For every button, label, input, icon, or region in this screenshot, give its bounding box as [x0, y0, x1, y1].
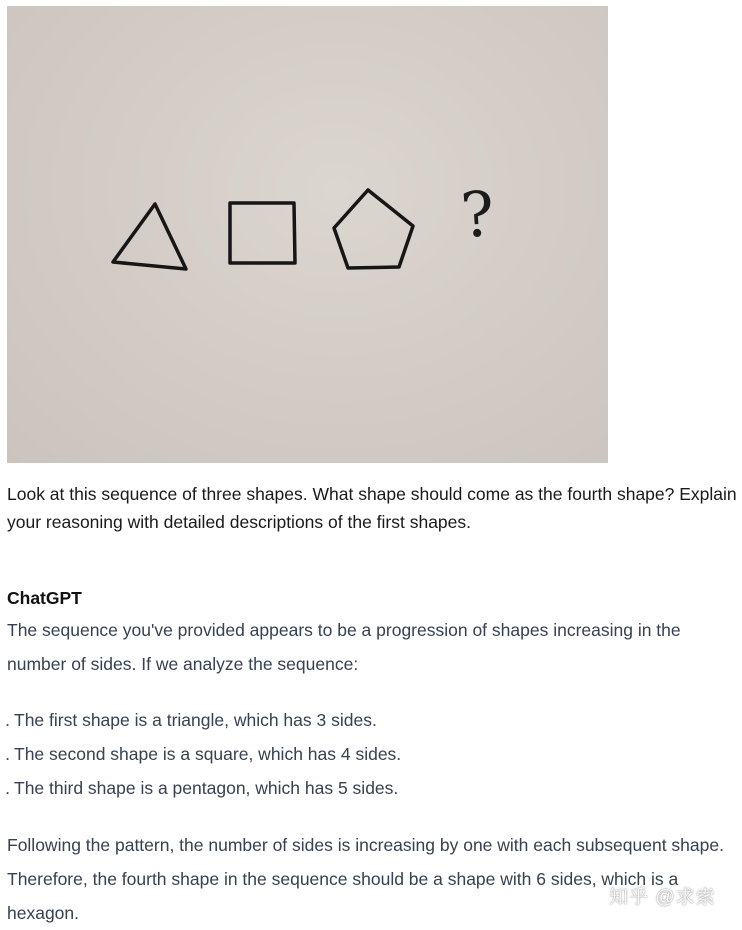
user-prompt	[7, 480, 742, 536]
pentagon-drawing	[334, 190, 413, 268]
question-mark: ?	[458, 176, 497, 253]
watermark: 知乎 @求索	[609, 887, 716, 908]
intro-text: The sequence you've provided appears to be a progression of shapes increasing in the number of sides. If we analyze the sequence:	[7, 620, 681, 674]
list-item	[0, 771, 742, 805]
list-item	[0, 737, 742, 771]
prompt-line-2: your reasoning with detailed descriptions of the first shapes.	[7, 512, 472, 532]
shapes-photo	[7, 6, 608, 463]
list-item-text: The third shape is a pentagon, which has 5 sides.	[14, 778, 399, 798]
conclusion-text: Following the pattern, the number of sides is increasing by one with each subsequent shape. Therefore, the fourth shape in the sequence should be a shape with 6 sides, which is a hexagon.	[7, 835, 724, 923]
list-item	[0, 703, 742, 737]
speaker-label: ChatGPT	[7, 588, 82, 608]
list-item-text: The second shape is a square, which has 4 sides.	[14, 744, 402, 764]
triangle-drawing	[113, 204, 186, 269]
list-marker: .	[5, 710, 10, 730]
response-intro	[7, 613, 742, 681]
prompt-line-1: Look at this sequence of three shapes. What shape should come as the fourth shape? Explain	[7, 484, 737, 504]
list-item-text: The first shape is a triangle, which has 3 sides.	[14, 710, 377, 730]
response-conclusion	[7, 828, 742, 930]
list-marker: .	[5, 744, 10, 764]
steps-list	[0, 703, 742, 805]
list-marker: .	[5, 778, 10, 798]
hand-drawn-shapes	[7, 6, 608, 463]
square-drawing	[230, 203, 295, 263]
